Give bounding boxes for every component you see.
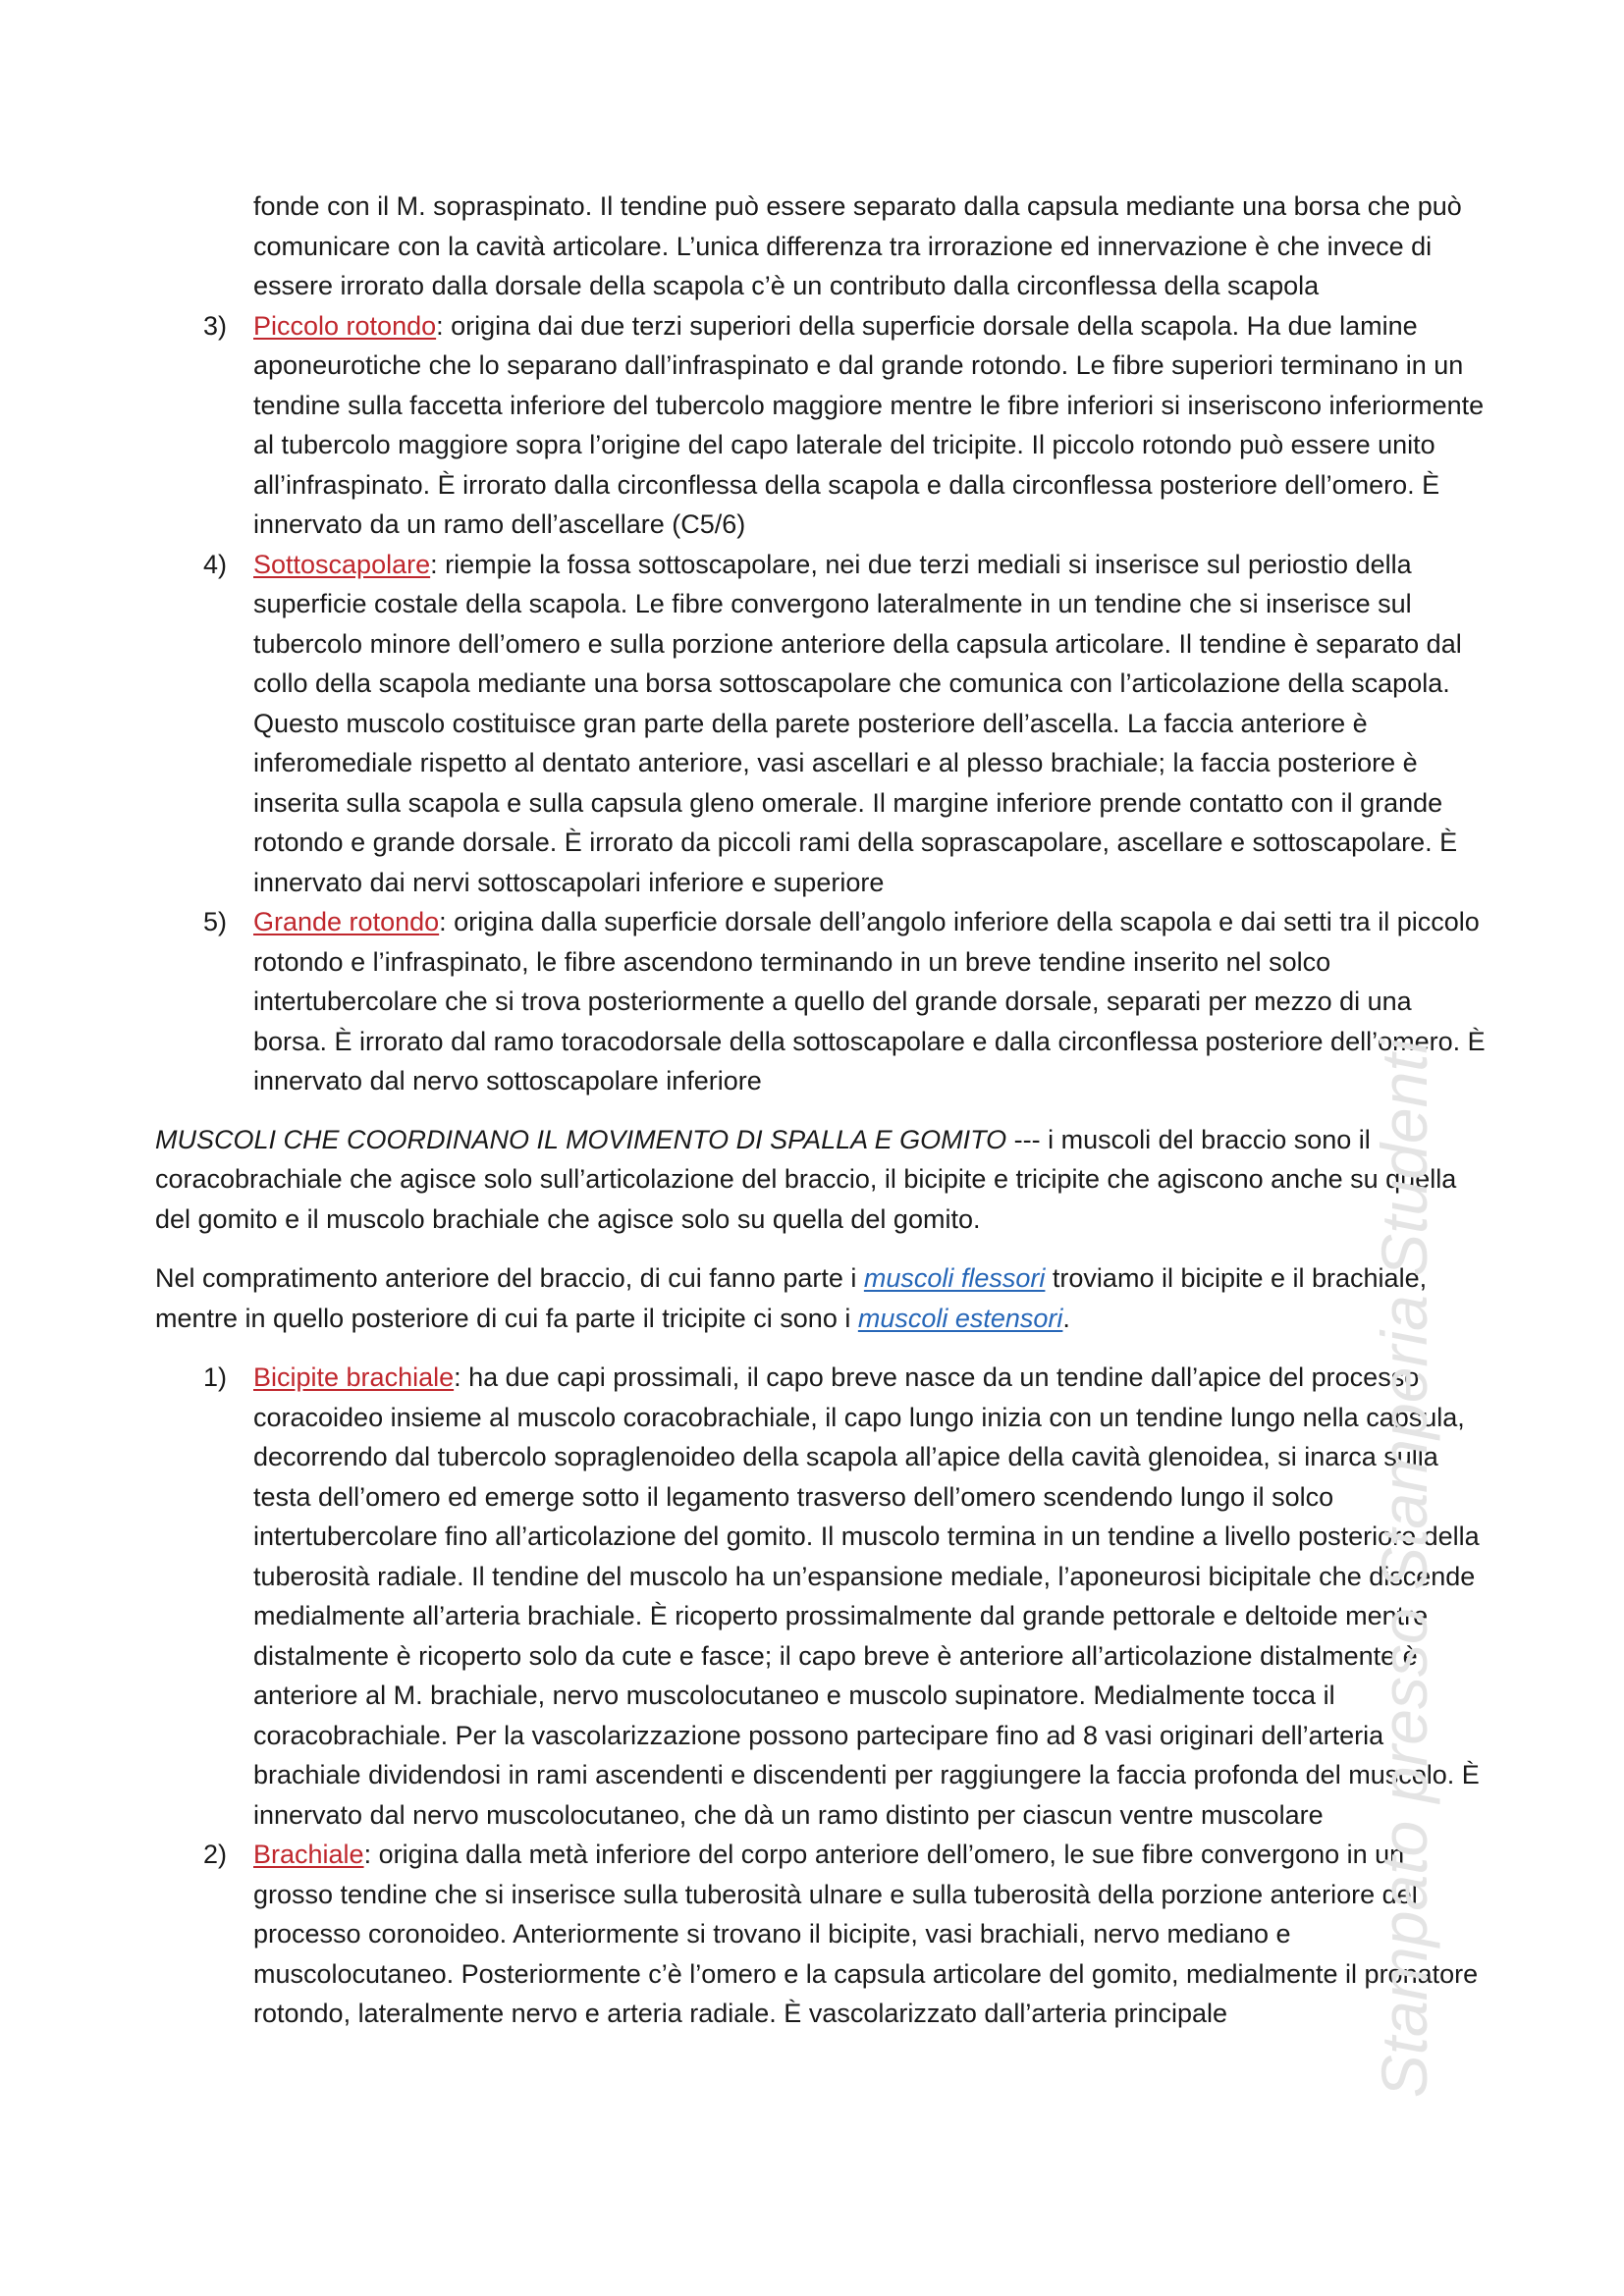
list-number: 2) bbox=[203, 1840, 228, 1869]
list-number: 1) bbox=[203, 1362, 228, 1392]
item-text: : origina dai due terzi superiori della superficie dorsale della scapola. Ha due lamine aponeurotiche che lo separano dall’infraspinato e dal grande rotondo. Le fibre superiori terminano in un tendine sulla faccetta inferiore del tubercolo maggiore mentre le fibre inferiori si inseriscono inferiormente al tubercolo maggiore sopra l’origine del capo laterale del tricipite. Il piccolo rotondo può essere unito all’infraspinato. È irrorato dalla circonflessa della scapola e dalla circonflessa posteriore dell’omero. È innervato da un ramo dell’ascellare (C5/6) bbox=[253, 310, 1485, 539]
list-item-sottoscapolare bbox=[155, 545, 1486, 903]
muscle-list-arm bbox=[155, 1358, 1486, 2034]
term-brachiale: Brachiale bbox=[253, 1840, 364, 1869]
term-bicipite-brachiale: Bicipite brachiale bbox=[253, 1362, 455, 1392]
document-page bbox=[155, 187, 1486, 2034]
list-item-grande-rotondo bbox=[155, 902, 1486, 1101]
paragraph-text: troviamo il bicipite e il brachiale, mentre in quello posteriore di cui fa parte il tricipite ci sono i bbox=[155, 1263, 1428, 1333]
section-paragraph bbox=[155, 1120, 1486, 1240]
item-text: : riempie la fossa sottoscapolare, nei due terzi mediali si inserisce sul periostio della superficie costale della scapola. Le fibre convergono lateralmente in un tendine che si inserisce sul tubercolo minore dell’omero e sulla porzione anteriore della capsula articolare. Il tendine è separato dal collo della scapola mediante una borsa sottoscapolare che comunica con l’articolazione della scapola. Questo muscolo costituisce gran parte della parete posteriore dell’ascella. La faccia anteriore è inferomediale rispetto al dentato anteriore, vasi ascellari e al plesso brachiale; la faccia posteriore è inserita sulla scapola e sulla capsula gleno omerale. Il margine inferiore prende contatto con il grande rotondo e grande dorsale. È irrorato da piccoli rami della soprascapolare, ascellare e sottoscapolare. È innervato dai nervi sottoscapolari inferiore e superiore bbox=[253, 549, 1462, 897]
section-heading: MUSCOLI CHE COORDINANO IL MOVIMENTO DI SPALLA E GOMITO bbox=[155, 1124, 1007, 1154]
list-item-piccolo-rotondo bbox=[155, 306, 1486, 545]
item-text: : origina dalla superficie dorsale dell’angolo inferiore della scapola e dai setti tra il piccolo rotondo e l’infraspinato, le fibre ascendono terminando in un breve tendine inserito nel solco intertubercolare che si trova posteriormente a quello del grande dorsale, separati per mezzo di una borsa. È irrorato dal ramo toracodorsale della sottoscapolare e dalla circonflessa posteriore dell’omero. È innervato dal nervo sottoscapolare inferiore bbox=[253, 907, 1486, 1095]
list-number: 5) bbox=[203, 907, 228, 936]
continuation-text: fonde con il M. sopraspinato. Il tendine può essere separato dalla capsula mediante una borsa che può comunicare con la cavità articolare. L’unica differenza tra irrorazione ed innervazione è che invece di essere irrorato dalla dorsale della scapola c’è un contributo dalla circonflessa della scapola bbox=[253, 191, 1462, 300]
watermark: Stampato presso Stamperia Studenti bbox=[1368, 1039, 1440, 2099]
term-piccolo-rotondo: Piccolo rotondo bbox=[253, 310, 437, 341]
list-number: 4) bbox=[203, 549, 228, 579]
link-muscoli-estensori[interactable]: muscoli estensori bbox=[857, 1303, 1063, 1333]
section-text: --- i muscoli del braccio sono il coracobrachiale che agisce solo sull’articolazione del braccio, il bicipite e tricipite che agiscono anche su quella del gomito e il muscolo brachiale che agisce solo su quella del gomito. bbox=[155, 1124, 1457, 1234]
term-grande-rotondo: Grande rotondo bbox=[253, 907, 440, 936]
item-text: : origina dalla metà inferiore del corpo anteriore dell’omero, le sue fibre convergono in un grosso tendine che si inserisce sulla tuberosità ulnare e sulla tuberosità della porzione anteriore del processo coronoideo. Anteriormente si trovano il bicipite, vasi brachiali, nervo mediano e muscolocutaneo. Posteriormente c’è l’omero e la capsula articolare del gomito, medialmente il pronatore rotondo, lateralmente nervo e arteria radiale. È vascolarizzato dall’arteria principale bbox=[253, 1840, 1479, 2028]
link-muscoli-flessori[interactable]: muscoli flessori bbox=[863, 1263, 1046, 1293]
term-sottoscapolare: Sottoscapolare bbox=[253, 549, 431, 579]
paragraph-text: Nel compratimento anteriore del braccio, di cui fanno parte i bbox=[155, 1263, 864, 1293]
compartment-paragraph bbox=[155, 1258, 1486, 1338]
muscle-list-shoulder bbox=[155, 306, 1486, 1101]
item-text: : ha due capi prossimali, il capo breve nasce da un tendine dall’apice del processo coracoideo insieme al muscolo coracobrachiale, il capo lungo inizia con un tendine lungo nella capsula, decorrendo dal tubercolo sopraglenoideo della scapola all’apice della cavità glenoidea, si inarca sulla testa dell’omero ed emerge sotto il legamento trasverso dell’omero scendendo lungo il solco intertubercolare fino all’articolazione del gomito. Il muscolo termina in un tendine a livello posteriore della tuberosità radiale. Il tendine del muscolo ha un’espansione mediale, l’aponeurosi bicipitale che discende medialmente all’arteria brachiale. È ricoperto prossimalmente dal grande pettorale e deltoide mentre distalmente è ricoperto solo da cute e fasce; il capo breve è anteriore all’articolazione distalmente è anteriore al M. brachiale, nervo muscolocutaneo e muscolo supinatore. Medialmente tocca il coracobrachiale. Per la vascolarizzazione possono partecipare fino ad 8 vasi originari dell’arteria brachiale dividendosi in rami ascendenti e discendenti per raggiungere la faccia profonda del muscolo. È innervato dal nervo muscolocutaneo, che dà un ramo distinto per ciascun ventre muscolare bbox=[253, 1362, 1480, 1830]
paragraph-text: . bbox=[1062, 1303, 1070, 1333]
list-item-bicipite-brachiale bbox=[155, 1358, 1486, 1835]
list-number: 3) bbox=[203, 310, 228, 341]
list-item-brachiale bbox=[155, 1835, 1486, 2034]
